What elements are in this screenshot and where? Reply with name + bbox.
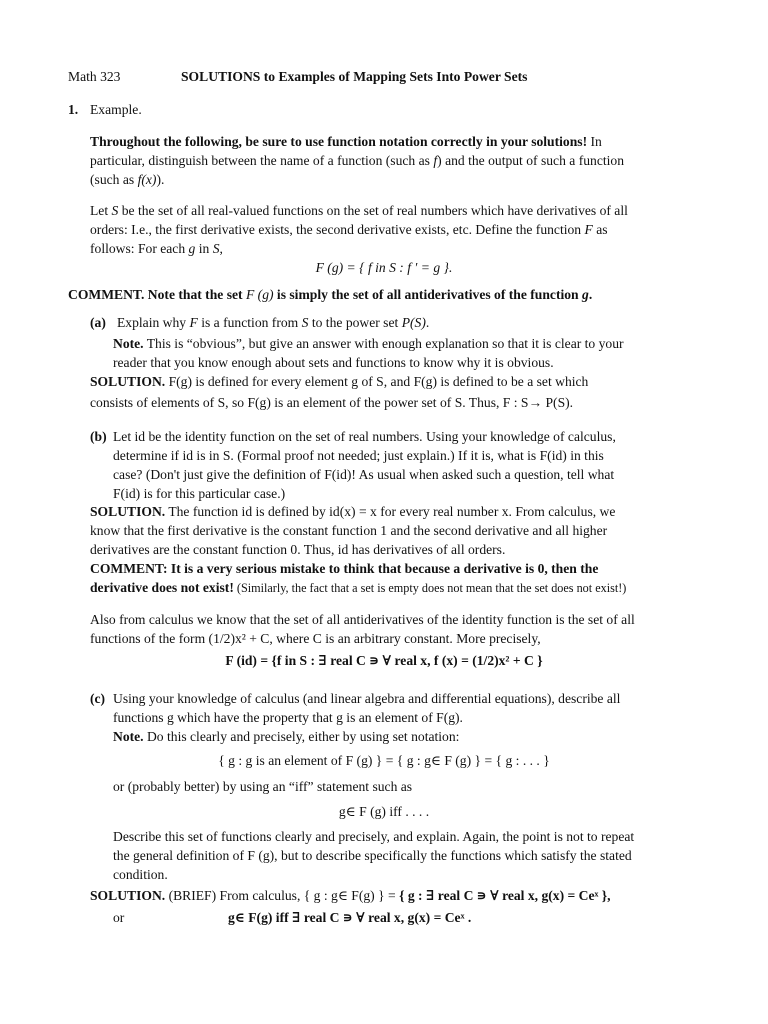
part-c-describe-1: Describe this set of functions clearly and precisely, and explain. Again, the point is not to repeat: [113, 829, 635, 844]
part-b-question-3: case? (Don't just give the definition of F(id)! As usual when asked such a question, tell what: [113, 467, 615, 482]
part-c-question-2: functions g which have the property that g is an element of F(g).: [113, 710, 463, 725]
problem-number: 1.: [68, 102, 79, 117]
part-a-label: (a): [90, 315, 106, 330]
instruction-line-3: (such as f(x)).: [90, 172, 165, 187]
part-b-comment-1: COMMENT: It is a very serious mistake to think that because a derivative is 0, then the: [90, 561, 599, 576]
part-b-question-4: F(id) is for this particular case.): [113, 486, 286, 501]
definition-line-2: orders: I.e., the first derivative exists, the second derivative exists, etc. Define the function F as: [90, 222, 608, 237]
part-a-solution-2: consists of elements of S, so F(g) is an element of the power set of S. Thus, F : S→ P(S).: [90, 395, 574, 410]
part-c-question-1: Using your knowledge of calculus (and linear algebra and differential equations), describe all: [113, 691, 621, 706]
part-b-antiderivative-1: Also from calculus we know that the set of all antiderivatives of the identity function is the set of all: [90, 612, 635, 627]
part-b-result: F (id) = {f in S : ∃ real C ∍ ∀ real x, f (x) = (1/2)x² + C }: [225, 653, 543, 668]
part-c-set-notation: { g : g is an element of F (g) } = { g : g∈ F (g) } = { g : . . . }: [218, 753, 550, 768]
part-c-iff-intro: or (probably better) by using an “iff” statement such as: [113, 779, 413, 794]
part-b-comment-2: derivative does not exist! (Similarly, the fact that a set is empty does not mean that the set does not exist!): [90, 580, 627, 595]
instruction-bold: Throughout the following, be sure to use function notation correctly in your solutions!: [90, 134, 588, 149]
definition-line-3: follows: For each g in S,: [90, 241, 223, 256]
part-c-solution-1: SOLUTION. (BRIEF) From calculus, { g : g∈ F(g) } = { g : ∃ real C ∍ ∀ real x, g(x) = Ceˣ },: [90, 888, 611, 903]
function-definition: F (g) = { f in S : f ′ = g }.: [315, 260, 453, 275]
part-b-solution-1: SOLUTION. The function id is defined by id(x) = x for every real number x. From calculus, we: [90, 504, 616, 519]
part-a-note-2: reader that you know enough about sets and functions to know why it is obvious.: [113, 355, 554, 370]
part-c-iff-statement: g∈ F (g) iff . . . .: [338, 804, 430, 819]
part-b-question-1: Let id be the identity function on the set of real numbers. Using your knowledge of calculus,: [113, 429, 616, 444]
comment-antiderivatives: COMMENT. Note that the set F (g) is simply the set of all antiderivatives of the function g.: [68, 287, 593, 302]
part-c-label: (c): [90, 691, 106, 706]
part-b-solution-2: know that the first derivative is the constant function 1 and the second derivative and all higher: [90, 523, 608, 538]
part-c-or: or: [113, 910, 125, 925]
part-a-solution-1: SOLUTION. F(g) is defined for every element g of S, and F(g) is defined to be a set which: [90, 374, 589, 389]
instruction-line-1: Throughout the following, be sure to use function notation correctly in your solutions! In: [90, 134, 602, 149]
part-b-antiderivative-2: functions of the form (1/2)x² + C, where C is an arbitrary constant. More precisely,: [90, 631, 541, 646]
problem-label: Example.: [90, 102, 142, 117]
part-c-describe-3: condition.: [113, 867, 168, 882]
part-c-describe-2: the general definition of F (g), but to describe specifically the functions which satisfy the stated: [113, 848, 632, 863]
part-b-label: (b): [90, 429, 107, 444]
document-title: SOLUTIONS to Examples of Mapping Sets Into Power Sets: [181, 69, 528, 84]
part-b-question-2: determine if id is in S. (Formal proof not needed; just explain.) If it is, what is F(id) in this: [113, 448, 604, 463]
part-b-solution-3: derivatives are the constant function 0. Thus, id has derivatives of all orders.: [90, 542, 506, 557]
course-label: Math 323: [68, 69, 121, 84]
part-a-note: Note. This is “obvious”, but give an answer with enough explanation so that it is clear to your: [113, 336, 624, 351]
part-a-question: Explain why F is a function from S to the power set P(S).: [117, 315, 430, 330]
definition-line-1: Let S be the set of all real-valued functions on the set of real numbers which have derivatives of all: [90, 203, 628, 218]
part-c-note: Note. Do this clearly and precisely, either by using set notation:: [113, 729, 460, 744]
instruction-line-2: particular, distinguish between the name of a function (such as f) and the output of such a function: [90, 153, 625, 168]
part-c-solution-2: g∈ F(g) iff ∃ real C ∍ ∀ real x, g(x) = Ceˣ .: [228, 910, 472, 925]
